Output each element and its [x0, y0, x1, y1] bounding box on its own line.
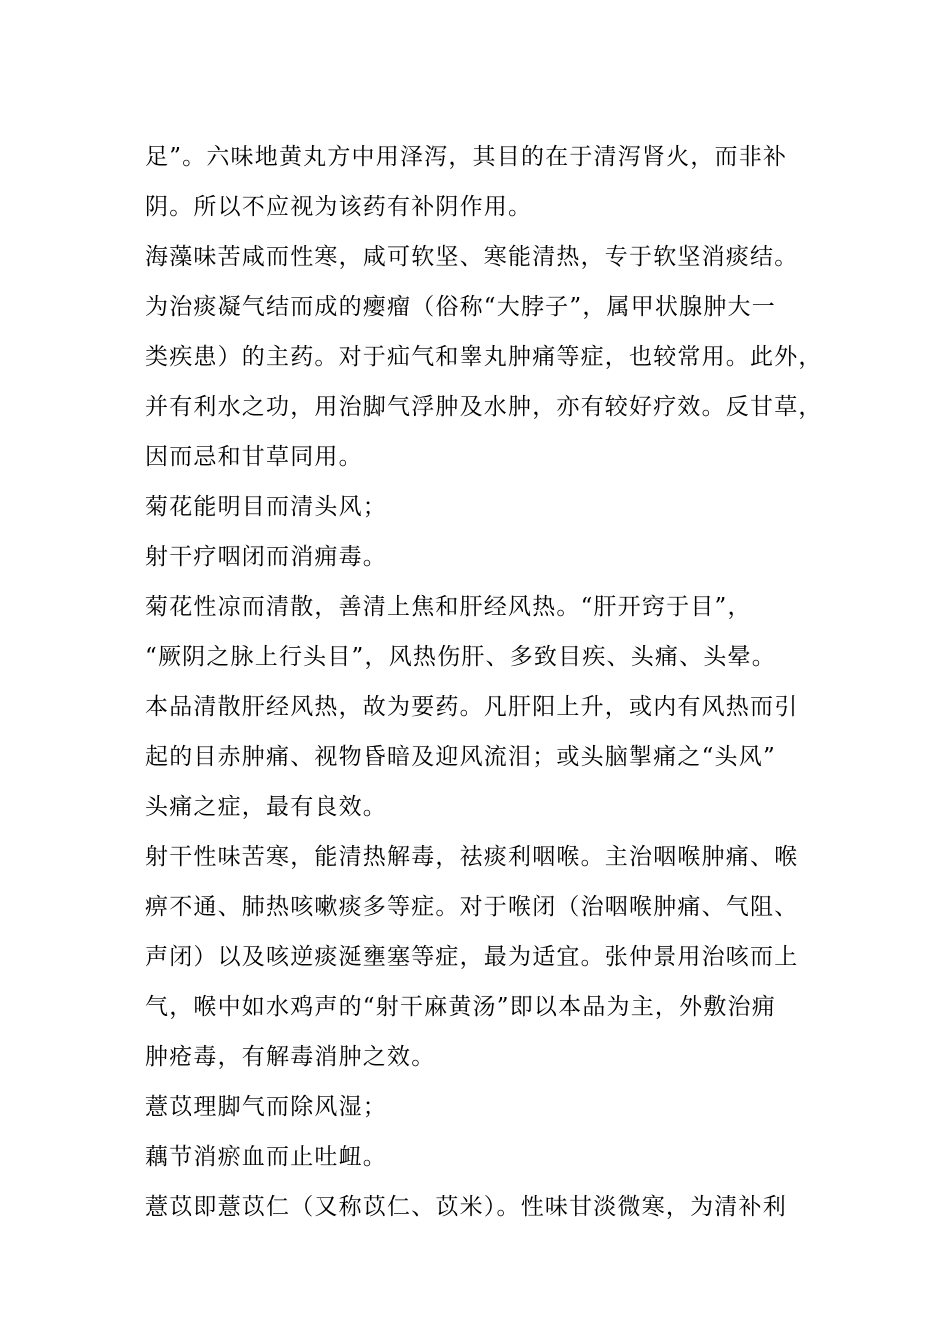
- text-line: 肿疮毒，有解毒消肿之效。: [145, 1044, 436, 1070]
- text-line: 痹不通、肺热咳嗽痰多等症。对于喉闭（治咽喉肿痛、气阻、: [145, 894, 799, 920]
- text-line: 藕节消瘀血而止吐衄。: [145, 1144, 387, 1170]
- text-line: 头痛之症，最有良效。: [145, 794, 387, 820]
- text-line: 海藻味苦咸而性寒，咸可软坚、寒能清热，专于软坚消痰结。: [145, 244, 799, 270]
- text-line: 为治痰凝气结而成的瘿瘤（俗称“大脖子”，属甲状腺肿大一: [145, 294, 776, 320]
- document-body: [145, 132, 823, 1232]
- text-line: 气，喉中如水鸡声的“射干麻黄汤”即以本品为主，外敷治痈: [145, 994, 776, 1020]
- text-line: “厥阴之脉上行头目”，风热伤肝、多致目疾、头痛、头晕。: [145, 644, 776, 670]
- text-line: 射干疗咽闭而消痈毒。: [145, 544, 387, 570]
- text-line: 本品清散肝经风热，故为要药。凡肝阳上升，或内有风热而引: [145, 694, 799, 720]
- text-line: 薏苡理脚气而除风湿；: [145, 1094, 387, 1120]
- text-line: 声闭）以及咳逆痰涎壅塞等症，最为适宜。张仲景用治咳而上: [145, 944, 799, 970]
- text-line: 起的目赤肿痛、视物昏暗及迎风流泪；或头脑掣痛之“头风”: [145, 744, 776, 770]
- text-line: 射干性味苦寒，能清热解毒，祛痰利咽喉。主治咽喉肿痛、喉: [145, 844, 799, 870]
- text-line: 薏苡即薏苡仁（又称苡仁、苡米）。性味甘淡微寒，为清补利: [145, 1194, 787, 1220]
- text-line: 并有利水之功，用治脚气浮肿及水肿，亦有较好疗效。反甘草，: [145, 394, 823, 420]
- text-line: 类疾患）的主药。对于疝气和睾丸肿痛等症，也较常用。此外，: [145, 344, 823, 370]
- text-line: 因而忌和甘草同用。: [145, 444, 363, 470]
- text-line: 菊花性凉而清散，善清上焦和肝经风热。“肝开窍于目”，: [145, 594, 752, 620]
- text-line: 足”。六味地黄丸方中用泽泻，其目的在于清泻肾火，而非补: [145, 144, 788, 170]
- text-line: 阴。所以不应视为该药有补阴作用。: [145, 194, 533, 220]
- text-line: 菊花能明目而清头风；: [145, 494, 387, 520]
